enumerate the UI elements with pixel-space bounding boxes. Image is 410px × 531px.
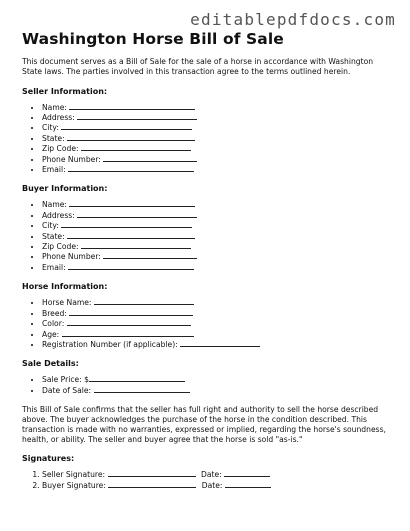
seller-signature-line: 1. Seller Signature: Date: — [42, 469, 392, 479]
buyer-signature-date-blank[interactable] — [225, 480, 271, 488]
seller-email-blank[interactable] — [68, 164, 194, 172]
seller-city-field: • City: — [42, 122, 392, 132]
buyer-name-field: • Name: — [42, 199, 392, 209]
document-title: Washington Horse Bill of Sale — [22, 30, 284, 48]
seller-state-field: • State: — [42, 133, 392, 143]
seller-signature-blank[interactable] — [108, 469, 196, 477]
buyer-signature-line: 2. Buyer Signature: Date: — [42, 480, 392, 490]
signatures-heading: Signatures: — [22, 454, 75, 464]
sale-heading: Sale Details: — [22, 359, 79, 369]
seller-zip-blank[interactable] — [81, 143, 191, 151]
buyer-state-blank[interactable] — [67, 231, 195, 239]
buyer-phone-field: • Phone Number: — [42, 251, 392, 261]
sale-field-list — [22, 374, 392, 395]
horse-heading: Horse Information: — [22, 282, 108, 292]
horse-registration-blank[interactable] — [180, 339, 260, 347]
seller-email-field: • Email: — [42, 164, 392, 174]
seller-name-blank[interactable] — [69, 102, 195, 110]
buyer-zip-field: • Zip Code: — [42, 241, 392, 251]
buyer-name-blank[interactable] — [69, 199, 195, 207]
buyer-zip-blank[interactable] — [81, 241, 191, 249]
sale-statement-paragraph: This Bill of Sale confirms that the seller has full right and authority to sell the horse described above. The buyer acknowledges the purchase of the horse in the condition described. This transaction is made with no warranties, expressed or implied, regarding the horse's soundness, health, or ability. The seller and buyer agree that the horse is sold "as-is." — [22, 405, 386, 444]
seller-city-blank[interactable] — [61, 122, 192, 130]
buyer-address-field: • Address: — [42, 210, 392, 220]
horse-age-field: • Age: — [42, 329, 392, 339]
buyer-city-blank[interactable] — [61, 220, 192, 228]
seller-signature-date-blank[interactable] — [224, 469, 270, 477]
seller-address-field: • Address: — [42, 112, 392, 122]
buyer-signature-blank[interactable] — [108, 480, 196, 488]
horse-breed-field: • Breed: — [42, 308, 392, 318]
horse-age-blank[interactable] — [62, 329, 194, 337]
sale-date-field: • Date of Sale: — [42, 385, 392, 395]
buyer-phone-blank[interactable] — [103, 251, 197, 259]
horse-name-blank[interactable] — [94, 297, 194, 305]
bill-of-sale-document — [22, 30, 392, 500]
buyer-state-field: • State: — [42, 231, 392, 241]
buyer-heading: Buyer Information: — [22, 184, 108, 194]
sale-price-field: • Sale Price: $ — [42, 374, 392, 384]
horse-field-list — [22, 297, 392, 349]
buyer-email-blank[interactable] — [68, 262, 194, 270]
seller-name-field: • Name: — [42, 102, 392, 112]
seller-zip-field: • Zip Code: — [42, 143, 392, 153]
horse-breed-blank[interactable] — [69, 308, 193, 316]
site-watermark: editablepdfdocs.com — [190, 10, 396, 29]
seller-field-list — [22, 102, 392, 175]
buyer-address-blank[interactable] — [77, 210, 197, 218]
horse-registration-field: • Registration Number (if applicable): — [42, 339, 392, 349]
horse-name-field: • Horse Name: — [42, 297, 392, 307]
buyer-field-list — [22, 199, 392, 272]
seller-address-blank[interactable] — [77, 112, 197, 120]
horse-color-blank[interactable] — [67, 318, 191, 326]
intro-paragraph: This document serves as a Bill of Sale for the sale of a horse in accordance with Washington State laws. The parties involved in this transaction agree to the terms outlined herein. — [22, 57, 374, 76]
seller-phone-blank[interactable] — [103, 154, 197, 162]
buyer-city-field: • City: — [42, 220, 392, 230]
seller-heading: Seller Information: — [22, 86, 108, 96]
buyer-email-field: • Email: — [42, 262, 392, 272]
signature-list — [22, 469, 392, 490]
seller-state-blank[interactable] — [67, 133, 195, 141]
seller-phone-field: • Phone Number: — [42, 154, 392, 164]
sale-price-blank[interactable] — [89, 374, 185, 382]
horse-color-field: • Color: — [42, 318, 392, 328]
sale-date-blank[interactable] — [94, 385, 190, 393]
